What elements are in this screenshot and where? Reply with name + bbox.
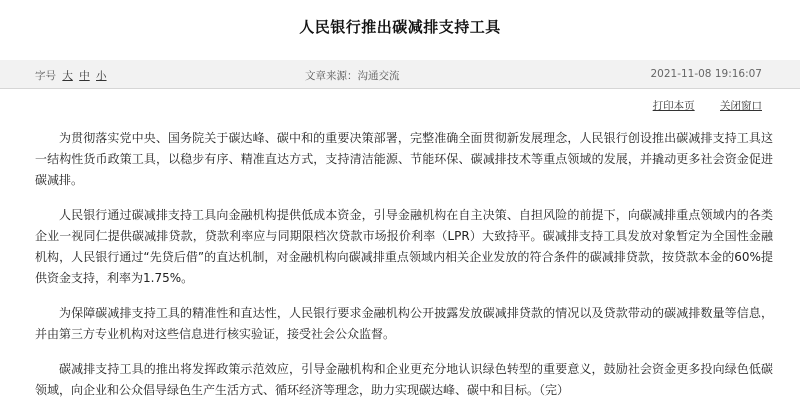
- font-size-medium-link[interactable]: 中: [79, 70, 90, 82]
- font-size-small-link[interactable]: 小: [96, 70, 107, 82]
- font-size-large-link[interactable]: 大: [62, 70, 73, 82]
- meta-bar: [0, 60, 800, 89]
- article-source: 文章来源：沟通交流: [305, 70, 400, 82]
- article-actions: [631, 98, 762, 113]
- close-window-link[interactable]: 关闭窗口: [720, 100, 762, 112]
- article-paragraph: 人民银行通过碳减排支持工具向金融机构提供低成本资金，引导金融机构在自主决策、自担风险的前提下，向碳减排重点领域内的各类企业一视同仁提供碳减排贷款，贷款利率应与同期限档次贷款市场报价利率（LPR）大致持平。碳减排支持工具发放对象暂定为全国性金融机构，人民银行通过“先贷后借”的直达机制，对金融机构向碳减排重点领域内相关企业发放的符合条件的碳减排贷款，按贷款本金的60%提供资金支持，利率为1.75%。: [35, 208, 773, 285]
- article-title: 人民银行推出碳减排支持工具: [299, 18, 501, 36]
- article-paragraph: 为保障碳减排支持工具的精准性和直达性，人民银行要求金融机构公开披露发放碳减排贷款的情况以及贷款带动的碳减排数量等信息，并由第三方专业机构对这些信息进行核实验证，接受社会公众监督。: [35, 306, 773, 341]
- font-size-label: 字号: [35, 70, 56, 82]
- font-size-control: [35, 68, 107, 83]
- article-date: 2021-11-08 19:16:07: [650, 68, 762, 80]
- print-page-link[interactable]: 打印本页: [652, 100, 695, 112]
- article-paragraph: 为贯彻落实党中央、国务院关于碳达峰、碳中和的重要决策部署，完整准确全面贯彻新发展理念，人民银行创设推出碳减排支持工具这一结构性货币政策工具，以稳步有序、精准直达方式，支持清洁能源、节能环保、碳减排技术等重点领域的发展，并撬动更多社会资金促进碳减排。: [35, 131, 773, 187]
- article-body: [35, 128, 773, 415]
- article-paragraph: 碳减排支持工具的推出将发挥政策示范效应，引导金融机构和企业更充分地认识绿色转型的重要意义，鼓励社会资金更多投向绿色低碳领域，向企业和公众倡导绿色生产生活方式、循环经济等理念，助力实现碳达峰、碳中和目标。（完）: [35, 362, 773, 397]
